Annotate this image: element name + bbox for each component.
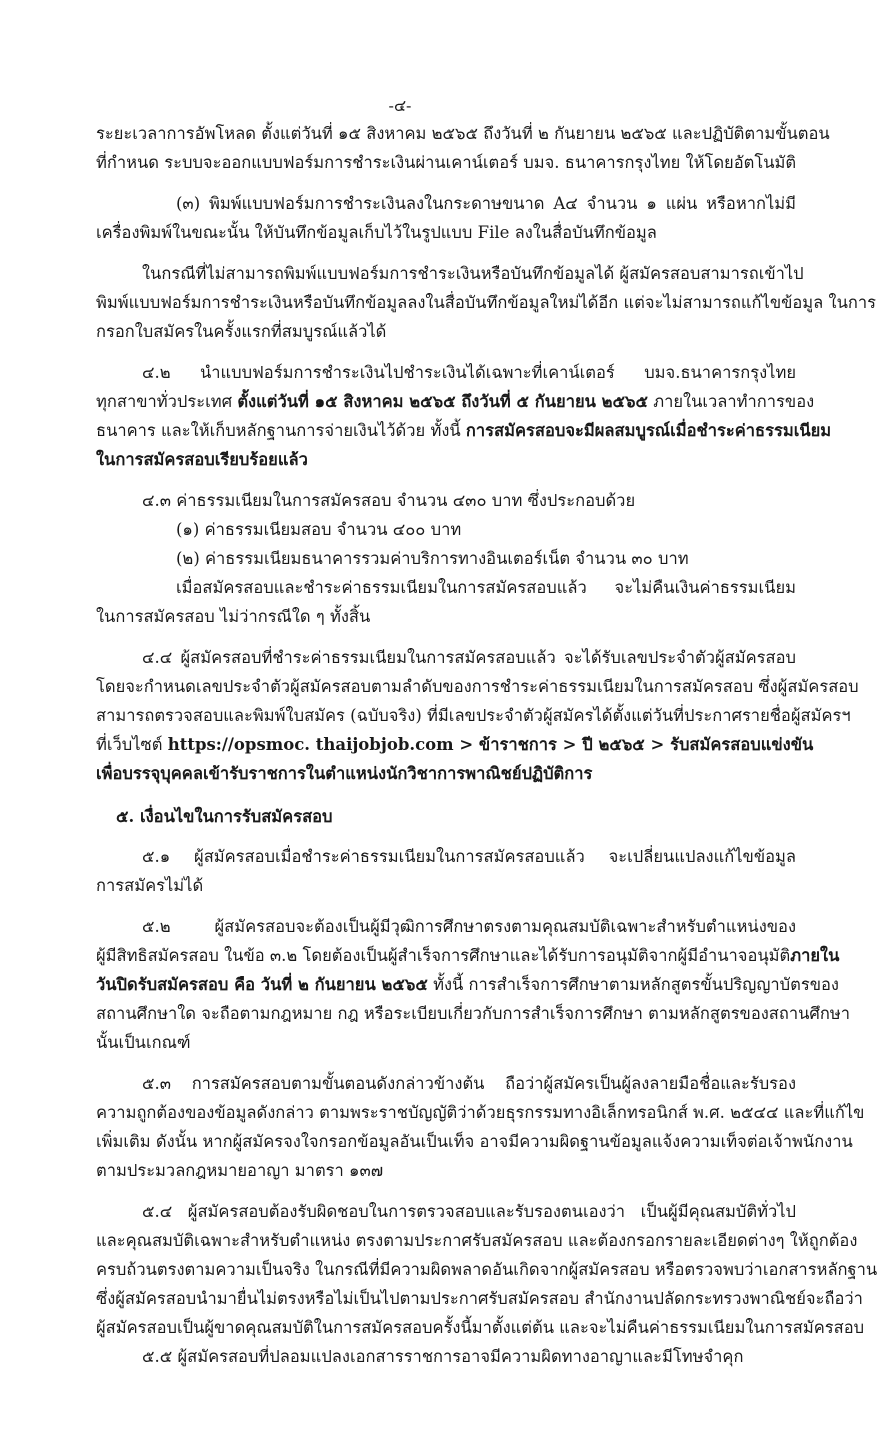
text-line: ในกรณีที่ไม่สามารถพิมพ์แบบฟอร์มการชำระเงินหรือบันทึกข้อมูลได้ ผู้สมัครสอบสามารถเข้าไป (142, 264, 804, 283)
text-line: ครบถ้วนตรงตามความเป็นจริง ในกรณีที่มีความผิดพลาดอันเกิดจากผู้สมัครสอบ หรือตรวจพบว่าเอกสารหลักฐาน (96, 1260, 877, 1279)
text-line: โดยจะกำหนดเลขประจำตัวผู้สมัครสอบตามลำดับของการชำระค่าธรรมเนียมในการสมัครสอบ ซึ่งผู้สมัครสอบ (96, 677, 859, 696)
text-line: ๕.๔ ผู้สมัครสอบต้องรับผิดชอบในการตรวจสอบและรับรองตนเองว่า เป็นผู้มีคุณสมบัติทั่วไป (142, 1202, 796, 1221)
text-line: ผู้มีสิทธิสมัครสอบ ในข้อ ๓.๒ โดยต้องเป็นผู้สำเร็จการศึกษาและได้รับการอนุมัติจากผู้มีอำนาจอนุมัติภายใน (96, 946, 840, 965)
text-line: (๒) ค่าธรรมเนียมธนาคารรวมค่าบริการทางอินเตอร์เน็ต จำนวน ๓๐ บาท (176, 549, 689, 568)
text-line: ๕.๒ ผู้สมัครสอบจะต้องเป็นผู้มีวุฒิการศึกษาตรงตามคุณสมบัติเฉพาะสำหรับตำแหน่งของ (142, 917, 796, 936)
text-line: ทุกสาขาทั่วประเทศ ตั้งแต่วันที่ ๑๕ สิงหาคม ๒๕๖๕ ถึงวันที่ ๕ กันยายน ๒๕๖๕ ภายในเวลาทำการของ (96, 392, 815, 411)
text-line: สามารถตรวจสอบและพิมพ์ใบสมัคร (ฉบับจริง) ที่มีเลขประจำตัวผู้สมัครได้ตั้งแต่วันที่ประกาศรายชื่อผู้สมัครฯ (96, 706, 851, 725)
text-line: เพื่อบรรจุบุคคลเข้ารับราชการในตำแหน่งนักวิชาการพาณิชย์ปฏิบัติการ (96, 764, 593, 783)
text-line: เพิ่มเติม ดังนั้น หากผู้สมัครจงใจกรอกข้อมูลอันเป็นเท็จ อาจมีความผิดฐานข้อมูลแจ้งความเท็จต่อเจ้าพนักงาน (96, 1132, 853, 1151)
text-line: ผู้สมัครสอบเป็นผู้ขาดคุณสมบัติในการสมัครสอบครั้งนี้มาตั้งแต่ต้น และจะไม่คืนค่าธรรมเนียมในการสมัครสอบ (96, 1318, 865, 1337)
text-line: กรอกใบสมัครในครั้งแรกที่สมบูรณ์แล้วได้ (96, 322, 387, 341)
text-line: นั้นเป็นเกณฑ์ (96, 1033, 191, 1052)
section-heading: ๕. เงื่อนไขในการรับสมัครสอบ (116, 807, 333, 826)
text-line: ๕.๓ การสมัครสอบตามขั้นตอนดังกล่าวข้างต้น ถือว่าผู้สมัครเป็นผู้ลงลายมือชื่อและรับรอง (142, 1074, 796, 1093)
text-line: ๕.๕ ผู้สมัครสอบที่ปลอมแปลงเอกสารราชการอาจมีความผิดทางอาญาและมีโทษจำคุก (142, 1347, 744, 1366)
text-line: ในการสมัครสอบเรียบร้อยแล้ว (96, 450, 308, 469)
text-line: การสมัครไม่ได้ (96, 876, 204, 895)
text-line: วันปิดรับสมัครสอบ คือ วันที่ ๒ กันยายน ๒๕๖๕ ทั้งนี้ การสำเร็จการศึกษาตามหลักสูตรขั้นปริญญาบัตรของ (96, 975, 839, 994)
page-number: -๔- (388, 96, 412, 115)
text-line: ที่เว็บไซต์ https://opsmoc. thaijobjob.com > ข้าราชการ > ปี ๒๕๖๕ > รับสมัครสอบแข่งขัน (96, 735, 814, 754)
text-line: ในการสมัครสอบ ไม่ว่ากรณีใด ๆ ทั้งสิ้น (96, 607, 371, 626)
text-line: (๓) พิมพ์แบบฟอร์มการชำระเงินลงในกระดาษขนาด A๔ จำนวน ๑ แผ่น หรือหากไม่มี (176, 194, 796, 213)
text-line: ๔.๒ นำแบบฟอร์มการชำระเงินไปชำระเงินได้เฉพาะที่เคาน์เตอร์ บมจ.ธนาคารกรุงไทย (142, 363, 796, 382)
text-line: ความถูกต้องของข้อมูลดังกล่าว ตามพระราชบัญญัติว่าด้วยธุรกรรมทางอิเล็กทรอนิกส์ พ.ศ. ๒๕๔๔ และที่แก้ไข (96, 1103, 865, 1122)
text-line: เครื่องพิมพ์ในขณะนั้น ให้บันทึกข้อมูลเก็บไว้ในรูปแบบ File ลงในสื่อบันทึกข้อมูล (96, 223, 657, 242)
text-line: และคุณสมบัติเฉพาะสำหรับตำแหน่ง ตรงตามประกาศรับสมัครสอบ และต้องกรอกรายละเอียดต่างๆ ให้ถูกต้อง (96, 1231, 858, 1250)
text-line: ระยะเวลาการอัพโหลด ตั้งแต่วันที่ ๑๕ สิงหาคม ๒๕๖๕ ถึงวันที่ ๒ กันยายน ๒๕๖๕ และปฏิบัติตามขั้นตอน (96, 124, 830, 143)
text-line: ธนาคาร และให้เก็บหลักฐานการจ่ายเงินไว้ด้วย ทั้งนี้ การสมัครสอบจะมีผลสมบูรณ์เมื่อชำระค่าธรรมเนียม (96, 421, 832, 440)
text-line: เมื่อสมัครสอบและชำระค่าธรรมเนียมในการสมัครสอบแล้ว จะไม่คืนเงินค่าธรรมเนียม (176, 578, 796, 597)
text-line: ที่กำหนด ระบบจะออกแบบฟอร์มการชำระเงินผ่านเคาน์เตอร์ บมจ. ธนาคารกรุงไทย ให้โดยอัตโนมัติ (96, 153, 797, 172)
text-line: ตามประมวลกฎหมายอาญา มาตรา ๑๓๗ (96, 1161, 384, 1180)
text-line: พิมพ์แบบฟอร์มการชำระเงินหรือบันทึกข้อมูลลงในสื่อบันทึกข้อมูลใหม่ได้อีก แต่จะไม่สามารถแก้ไขข้อมูล ในการ (96, 293, 876, 312)
text-line: ๕.๑ ผู้สมัครสอบเมื่อชำระค่าธรรมเนียมในการสมัครสอบแล้ว จะเปลี่ยนแปลงแก้ไขข้อมูล (142, 847, 796, 866)
text-line: ๔.๔ ผู้สมัครสอบที่ชำระค่าธรรมเนียมในการสมัครสอบแล้ว จะได้รับเลขประจำตัวผู้สมัครสอบ (142, 648, 796, 667)
text-line: ซึ่งผู้สมัครสอบนำมายื่นไม่ตรงหรือไม่เป็นไปตามประกาศรับสมัครสอบ สำนักงานปลัดกระทรวงพาณิชย์จะถือว่า (96, 1289, 863, 1308)
text-line: ๔.๓ ค่าธรรมเนียมในการสมัครสอบ จำนวน ๔๓๐ บาท ซึ่งประกอบด้วย (142, 491, 636, 510)
text-line: (๑) ค่าธรรมเนียมสอบ จำนวน ๔๐๐ บาท (176, 520, 462, 539)
text-line: สถานศึกษาใด จะถือตามกฎหมาย กฎ หรือระเบียบเกี่ยวกับการสำเร็จการศึกษา ตามหลักสูตรของสถานศึกษา (96, 1004, 851, 1023)
